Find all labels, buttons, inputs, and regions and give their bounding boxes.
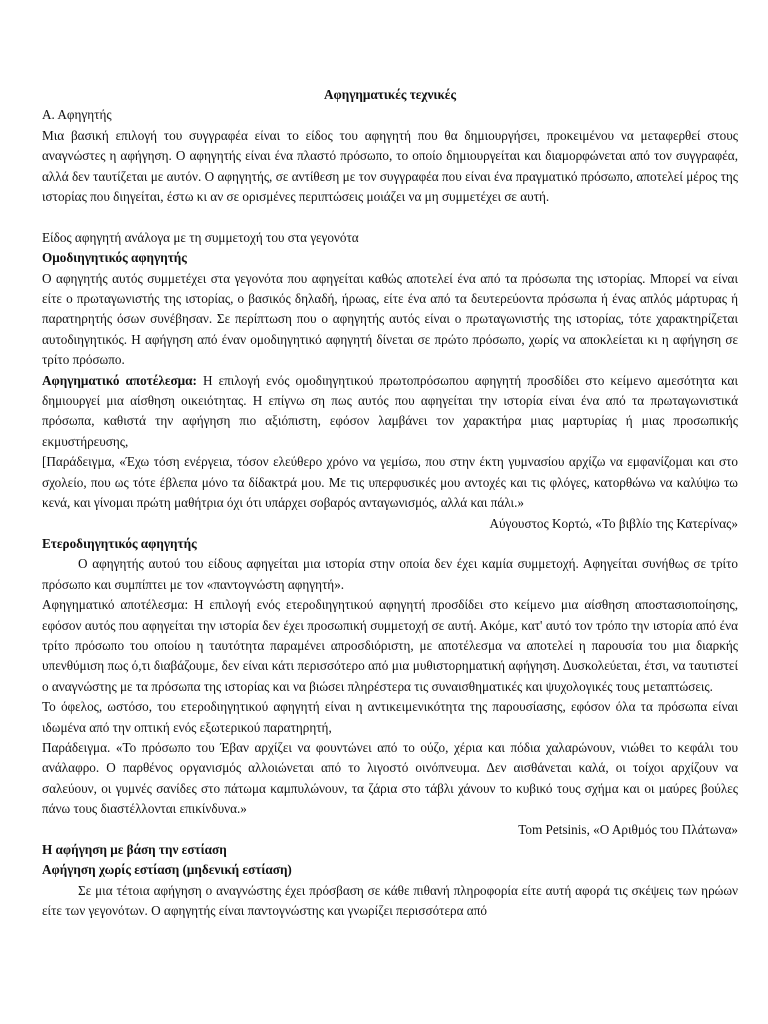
paragraph-heterodiegetic-benefit: Το όφελος, ωστόσο, του ετεροδιηγητικού αφηγητή είναι η αντικειμενικότητα της παρουσίασης, εφόσον όλα τα πρόσωπα είναι ιδωμένα από την οπτική ενός εξωτερικού παρατηρητή, xyxy=(42,699,738,735)
paragraph-heterodiegetic-effect: Αφηγηματικό αποτέλεσμα: Η επιλογή ενός ετεροδιηγητικού αφηγητή προσδίδει στο κείμενο μια αίσθηση αποστασιοποίησης, εφόσον αυτός που αφηγείται την ιστορία δεν έχει προσωπική συμμετοχή σε αυτή. Ακόμε, κατ' αυτό τον τρόπο την ιστορία από ένα τρίτο πρόσωπο του οποίου η ταυτότητα παραμένει απροσδιόριστη, με αποτέλεσμα να αποτελεί η παρουσία του μια διαρκής υπενθύμιση πως ό,τι διαβάζουμε, δεν είναι κάτι περισσότερο από μια μυθιστορηματική αφήγηση. Δυσκολεύεται, έτσι, να ταυτιστεί ο αναγνώστης με τα πρόσωπα της ιστορίας και να βιώσει πληρέστερα τις συναισθηματικές και ψυχολογικές τους μεταπτώσεις. xyxy=(42,597,738,694)
section-heading-narrator: Α. Αφηγητής xyxy=(42,107,112,123)
paragraph-homodiegetic: Ο αφηγητής αυτός συμμετέχει στα γεγονότα που αφηγείται καθώς αποτελεί ένα από τα πρόσωπα της ιστορίας. Μπορεί να είναι είτε ο πρωταγωνιστής της ιστορίας, ο βασικός δηλαδή, ήρωας, είτε ένα από τα δευτερεύοντα πρόσωπα ή ένας απλός μάρτυρας ή παρατηρητής όσων συνέβησαν. Σε περίπτωση που ο αφηγητής αυτός είναι ο πρωταγωνιστής της ιστορίας, τότε χαρακτηρίζεται αυτοδιηγητικός. Η αφήγηση από έναν ομοδιηγητικό αφηγητή δίνεται σε πρώτο πρόσωπο, χωρίς να αποκλείεται κι η αφήγηση σε τρίτο πρόσωπο. xyxy=(42,270,738,368)
paragraph-heterodiegetic: Ο αφηγητής αυτού του είδους αφηγείται μια ιστορία στην οποία δεν έχει καμία συμμετοχή. Αφηγείται συνήθως σε τρίτο πρόσωπο και συμπίπτει με τον «παντογνώστη αφηγητή». xyxy=(42,556,738,592)
paragraph-gap xyxy=(42,207,738,227)
heading-zero-focalization: Αφήγηση χωρίς εστίαση (μηδενική εστίαση) xyxy=(42,862,292,878)
effect-label: Αφηγηματικό αποτέλεσμα: xyxy=(42,372,197,388)
effect-text: Η επιλογή ενός ομοδιηγητικού πρωτοπρόσωπου αφηγητή προσδίδει στο κείμενο αμεσότητα και δημιουργεί μια αίσθηση οικειότητας. Η επίγνω ση πως αυτός που αφηγείται την ιστορία είναι ένα από τα πρωταγωνιστικά πρόσωπα, καθιστά την αφήγηση πιο αξιόπιστη, εφόσον λαμβάνει τον χαρακτήρα μιας μαρτυρίας ή μιας προσωπικής εκμυστήρευσης, xyxy=(42,372,739,449)
paragraph-zero-focalization: Σε μια τέτοια αφήγηση ο αναγνώστης έχει πρόσβαση σε κάθε πιθανή πληροφορία είτε αυτή αφορά τις σκέψεις των ηρώων είτε των γεγονότων. Ο αφηγητής είναι παντογνώστης και γνωρίζει περισσότερα από xyxy=(42,882,738,919)
paragraph-heterodiegetic-example: Παράδειγμα. «Το πρόσωπο του Έβαν αρχίζει να φουντώνει από το ούζο, χέρια και πόδια χαλαρώνουν, νιώθει το κεφάλι του ανάλαφρο. Ο παρθένος οργανισμός αλλοιώνεται από το λιγοστό οινόπνευμα. Δεν αισθάνεται καλά, οι τοίχοι αρχίζουν να σαλεύουν, οι γυμνές σανίδες στο πάτωμα καμπυλώνουν, τα ζάρια στο τάβλι χάνουν το κυβικό τους σχήμα και οι μαύρες βούλες πάνω τους διαστέλλονται επικίνδυνα.» xyxy=(42,739,738,817)
paragraph-intro: Μια βασική επιλογή του συγγραφέα είναι το είδος του αφηγητή που θα δημιουργήσει, προκειμένου να μεταφερθεί στους αναγνώστες η αφήγηση. Ο αφηγητής είναι ένα πλαστό πρόσωπο, το οποίο δημιουργείται και διαμορφώνεται από τον συγγραφέα, αλλά δεν ταυτίζεται με αυτόν. Ο αφηγητής, σε αντίθεση με τον συγγραφέα που είναι ένα πραγματικό πρόσωπο, αποτελεί μέρος της ιστορίας που διηγείται, έστω κι αν σε ορισμένες περιπτώσεις μοιάζει να μη συμμετέχει σε αυτή. xyxy=(42,127,738,205)
paragraph-homodiegetic-effect xyxy=(42,371,738,453)
paragraph-kinds: Είδος αφηγητή ανάλογα με τη συμμετοχή του στα γεγονότα xyxy=(42,229,359,245)
heading-homodiegetic: Ομοδιηγητικός αφηγητής xyxy=(42,250,187,266)
paragraph-homodiegetic-example: [Παράδειγμα, «Έχω τόση ενέργεια, τόσον ελεύθερο χρόνο να γεμίσω, που στην έκτη γυμνασίου αρχίζω να εμφανίζομαι και στο σχολείο, που ως τότε έβλεπα μόνο τα δίδακτρά μου. Με τις υπερφυσικές μου αντοχές και τις φλόγες, κατορθώνω να καλύψω τω κενά, και γίνομαι πρώτη μαθήτρια όχι ότι υπάρχει σοβαρός ανταγωνισμός, αλλά και πάλι.» xyxy=(42,454,738,511)
citation-kortw: Αύγουστος Κορτώ, «Το βιβλίο της Κατερίνας» xyxy=(489,515,738,531)
heading-heterodiegetic: Ετεροδιηγητικός αφηγητής xyxy=(42,535,197,551)
document-title: Αφηγηματικές τεχνικές xyxy=(323,87,457,102)
heading-focalization: Η αφήγηση με βάση την εστίαση xyxy=(42,842,227,858)
citation-petsinis: Tom Petsinis, «Ο Αριθμός του Πλάτωνα» xyxy=(518,821,738,837)
